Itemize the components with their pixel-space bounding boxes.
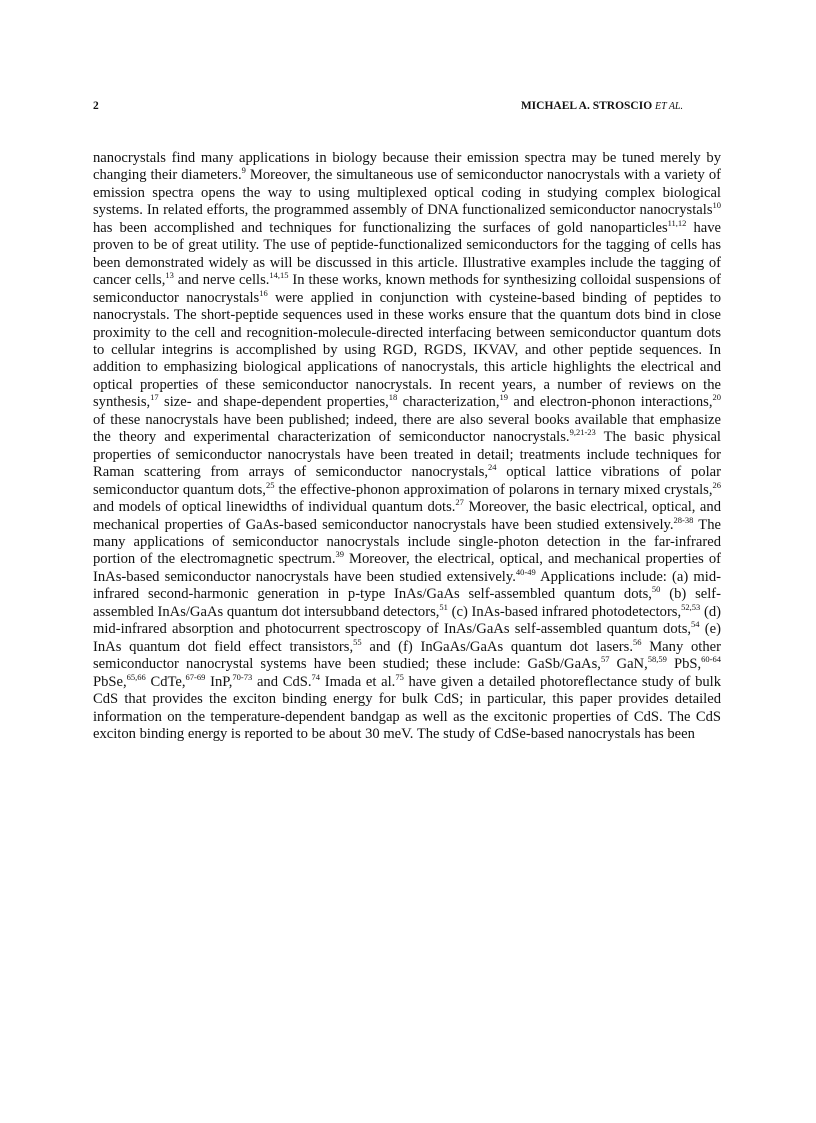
citation-superscript: 75 bbox=[395, 671, 404, 682]
body-text bbox=[93, 150, 721, 743]
text-run: Moreover, the electrical, optical, and mechanical properties of InAs-based semiconductor nanocrystals have been studied extensively. bbox=[93, 551, 721, 585]
text-run: the effective-phonon approximation of polarons in ternary mixed crystals, bbox=[274, 481, 713, 498]
citation-superscript: 16 bbox=[259, 287, 268, 298]
citation-superscript: 56 bbox=[632, 636, 642, 647]
et-al: ET AL. bbox=[655, 101, 683, 112]
citation-superscript: 54 bbox=[691, 619, 700, 630]
text-run: and electron-phonon interactions, bbox=[507, 394, 713, 411]
citation-superscript: 20 bbox=[712, 392, 721, 403]
citation-superscript: 70-73 bbox=[232, 671, 253, 682]
text-run: Moreover, the basic electrical, optical, and mechanical properties of GaAs-based semiconductor nanocrystals have been studied extensively. bbox=[93, 499, 721, 533]
citation-superscript: 58,59 bbox=[647, 654, 667, 665]
text-run: The many applications of semiconductor nanocrystals include single-photon detection in the far-infrared portion of the electromagnetic spectrum. bbox=[93, 516, 721, 568]
text-run: of these nanocrystals have been published; indeed, there are also several books available that emphasize the theory and experimental characterization of semiconductor nanocrystals. bbox=[93, 411, 721, 446]
text-run: Applications include: (a) mid-infrared second-harmonic generation in p-type InAs/GaAs self-assembled quantum dots, bbox=[93, 568, 721, 603]
text-run: InP, bbox=[205, 673, 233, 690]
text-run: and models of optical linewidths of individual quantum dots. bbox=[93, 499, 456, 516]
citation-superscript: 24 bbox=[488, 462, 497, 473]
citation-superscript: 25 bbox=[265, 479, 275, 490]
text-run: (c) InAs-based infrared photodetectors, bbox=[447, 603, 682, 620]
citation-superscript: 19 bbox=[499, 392, 508, 403]
text-run: (b) self-assembled InAs/GaAs quantum dot intersubband detectors, bbox=[93, 586, 721, 620]
running-head-author bbox=[521, 100, 683, 112]
citation-superscript: 40-49 bbox=[515, 566, 536, 577]
text-run: Imada et al. bbox=[320, 673, 396, 690]
page-number: 2 bbox=[93, 100, 99, 112]
citation-superscript: 18 bbox=[388, 392, 398, 403]
text-run: were applied in conjunction with cysteine-based binding of peptides to nanocrystals. The short-peptide sequences used in these works ensure that the quantum dots bind in close proximity to the cell and recognition-molecule-directed interfacing between semiconductor quantum dots to cellular integrins is accomplished by using RGD, RGDS, IKVAV, and other peptide sequences. In addition to emphasizing biological applications of nanocrystals, this article highlights the electrical and optical properties of these semiconductor nanocrystals. In recent years, a number of reviews on the synthesis, bbox=[93, 289, 721, 411]
citation-superscript: 65,66 bbox=[126, 671, 146, 682]
citation-superscript: 28-38 bbox=[673, 514, 694, 525]
citation-superscript: 60-64 bbox=[701, 654, 722, 665]
citation-superscript: 27 bbox=[455, 497, 464, 508]
citation-superscript: 55 bbox=[353, 636, 362, 647]
text-run: (d) mid-infrared absorption and photocurrent spectroscopy of InAs/GaAs self-assembled quantum dots, bbox=[93, 603, 721, 638]
running-header bbox=[93, 100, 683, 118]
citation-superscript: 39 bbox=[335, 549, 344, 560]
citation-superscript: 51 bbox=[439, 601, 448, 612]
text-run: have proven to be of great utility. The use of peptide-functionalized semiconductors for the tagging of cells has been demonstrated widely as will be discussed in this article. Illustrative examples include the tagging of cancer cells, bbox=[93, 219, 721, 289]
citation-superscript: 11,12 bbox=[667, 217, 687, 228]
text-run: CdTe, bbox=[145, 673, 186, 690]
author-name: MICHAEL A. STROSCIO bbox=[520, 100, 653, 112]
text-run: characterization, bbox=[397, 394, 500, 411]
citation-superscript: 57 bbox=[600, 654, 610, 665]
text-run: has been accomplished and techniques for functionalizing the surfaces of gold nanoparticles bbox=[93, 219, 668, 236]
text-run: PbS, bbox=[666, 656, 702, 673]
text-run: Moreover, the simultaneous use of semiconductor nanocrystals with a variety of emission spectra opens the way to using multiplexed optical coding in studying complex biological systems. In related efforts, the programmed assembly of DNA functionalized semiconductor nanocrystals bbox=[93, 167, 721, 219]
citation-superscript: 67-69 bbox=[185, 671, 206, 682]
text-run: (e) InAs quantum dot field effect transistors, bbox=[93, 621, 721, 655]
citation-superscript: 17 bbox=[150, 392, 159, 403]
citation-superscript: 26 bbox=[712, 479, 722, 490]
text-run: Many other semiconductor nanocrystal systems have been studied; these include: GaSb/GaAs, bbox=[93, 638, 721, 673]
text-run: nanocrystals find many applications in biology because their emission spectra may be tuned merely by changing their diameters. bbox=[93, 150, 721, 184]
text-run: In these works, known methods for synthesizing colloidal suspensions of semiconductor nanocrystals bbox=[93, 272, 722, 306]
citation-superscript: 10 bbox=[712, 200, 721, 211]
citation-superscript: 9 bbox=[241, 165, 246, 176]
text-run: optical lattice vibrations of polar semiconductor quantum dots, bbox=[93, 464, 721, 498]
citation-superscript: 13 bbox=[165, 270, 174, 281]
text-run: The basic physical properties of semiconductor nanocrystals have been treated in detail; treatments include techniques for Raman scattering from arrays of semiconductor nanocrystals, bbox=[93, 429, 721, 481]
text-run: GaN, bbox=[609, 656, 648, 673]
text-run: and nerve cells. bbox=[173, 272, 270, 289]
citation-superscript: 74 bbox=[311, 671, 321, 682]
text-run: have given a detailed photoreflectance study of bulk CdS that provides the exciton binding energy for bulk CdS; in particular, this paper provides detailed information on the temperature-dependent bandgap as well as the excitonic properties of CdS. The CdS exciton binding energy is reported to be about 30 meV. The study of CdSe-based nanocrystals has been bbox=[93, 673, 722, 742]
citation-superscript: 52,53 bbox=[681, 601, 701, 612]
text-run: size- and shape-dependent properties, bbox=[158, 394, 389, 411]
citation-superscript: 9,21-23 bbox=[569, 427, 596, 438]
paragraph bbox=[93, 150, 721, 743]
text-run: and CdS. bbox=[252, 673, 312, 690]
text-run: and (f) InGaAs/GaAs quantum dot lasers. bbox=[361, 638, 633, 655]
text-run: PbSe, bbox=[93, 673, 127, 690]
citation-superscript: 14,15 bbox=[269, 270, 289, 281]
citation-superscript: 50 bbox=[651, 584, 661, 595]
